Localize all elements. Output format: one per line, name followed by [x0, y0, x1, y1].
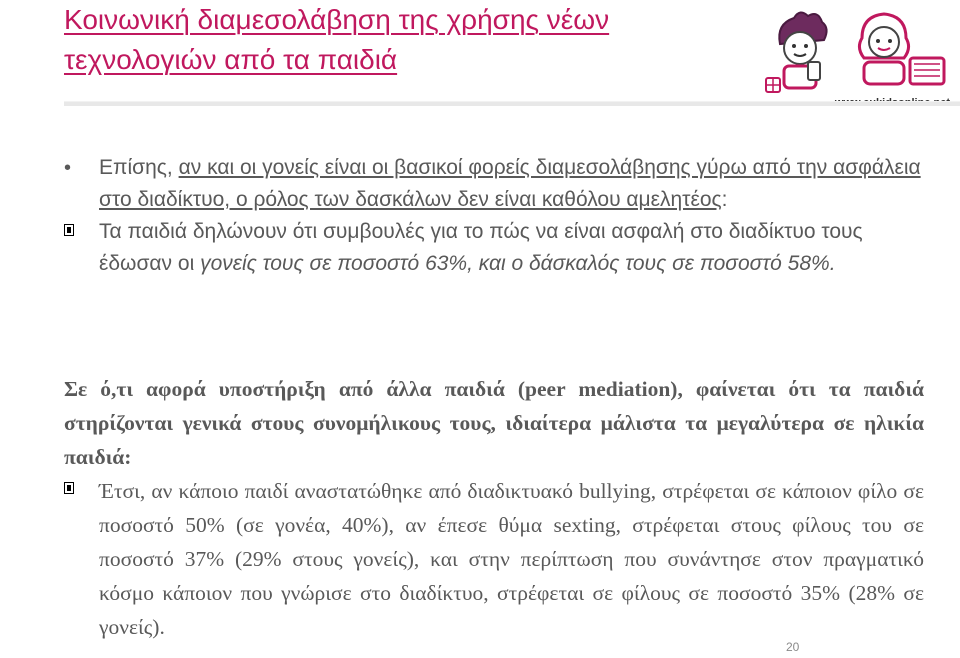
slide-title: [64, 0, 754, 80]
square-bullet-icon: [64, 224, 74, 236]
square-bullet-icon: [64, 482, 74, 494]
page-number: 20: [786, 640, 800, 654]
bullet-item: [64, 152, 924, 216]
slide-title-text: Κοινωνική διαμεσολάβηση της χρήσης νέων τεχνολογιών από τα παιδιά: [64, 4, 610, 75]
bullet2-italic: γονείς τους σε ποσοστό 63%, και ο δάσκαλός τους σε ποσοστό 58%.: [200, 252, 836, 275]
bullet-item: [64, 474, 924, 644]
boy-figure-icon: [766, 12, 827, 92]
bullet2-prefix: Τα παιδιά δηλώνουν ότι συμβουλές για το πώς να είναι ασφαλή στο διαδίκτυο τους έδωσαν οι: [99, 220, 863, 275]
peer-bullet-text: Έτσι, αν κάποιο παιδί αναστατώθηκε από διαδικτυακό bullying, στρέφεται σε κάποιον φίλο σε ποσοστό 50% (σε γονέα, 40%), αν έπεσε θύμα sexting, στρέφεται στους φίλους του σε ποσοστό 37% (29% στους γονείς), και στην περίπτωση που συνάντησε στον πραγματικό κόσμο κάποιον που γνώρισε στο διαδίκτυο, στρέφεται σε φίλους σε ποσοστό 35% (28% σε γονείς).: [99, 479, 924, 639]
bullet-dot-icon: •: [64, 157, 72, 179]
bullet1-prefix: Επίσης,: [99, 156, 179, 179]
section-peers: [64, 372, 924, 644]
eukidsonline-logo: [760, 4, 955, 112]
bullet1-underlined: αν και οι γονείς είναι οι βασικοί φορείς διαμεσολάβησης γύρω από την ασφάλεια στο διαδίκτυο, ο ρόλος των δασκάλων δεν είναι καθόλου αμελητέος: [99, 156, 921, 211]
title-divider: [64, 101, 960, 106]
section-teachers: [64, 152, 924, 280]
girl-figure-icon: [859, 14, 944, 84]
bullet1-suffix: :: [721, 188, 728, 211]
bullet-item: [64, 216, 924, 280]
peer-intro: Σε ό,τι αφορά υποστήριξη από άλλα παιδιά (peer mediation), φαίνεται ότι τα παιδιά στηρίζονται γενικά στους συνομήλικους τους, ιδιαίτερα μάλιστα τα μεγαλύτερα σε ηλικία παιδιά:: [64, 377, 924, 469]
